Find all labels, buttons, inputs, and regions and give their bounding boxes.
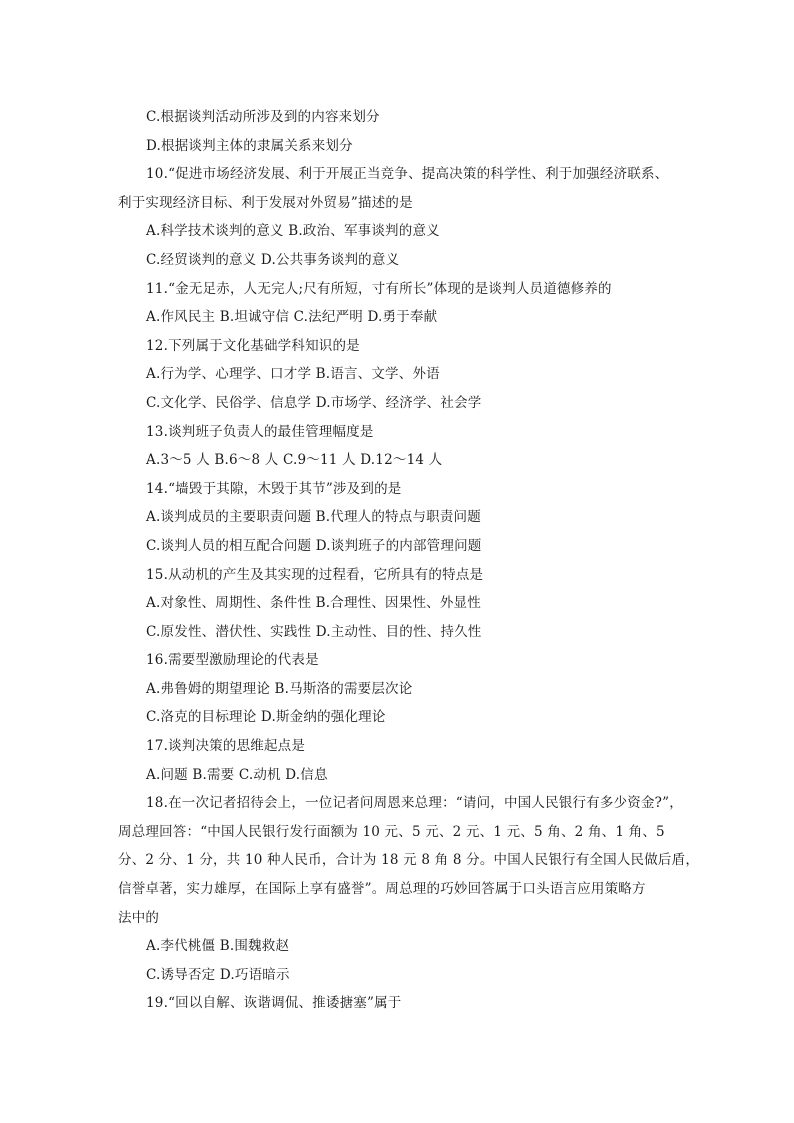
question-text: 11.“金无足赤，人无完人;尺有所短，寸有所长”体现的是谈判人员道德修养的 — [146, 280, 612, 297]
answer-options: A.李代桃僵 B.围魏救赵 — [146, 938, 290, 955]
question-list — [118, 103, 700, 1018]
answer-options: C.文化学、民俗学、信息学 D.市场学、经济学、社会学 — [146, 394, 482, 411]
answer-options: C.诱导否定 D.巧语暗示 — [146, 966, 290, 983]
answer-options: A.作风民主 B.坦诚守信 C.法纪严明 D.勇于奉献 — [146, 309, 438, 326]
question-text: 12.下列属于文化基础学科知识的是 — [146, 337, 360, 354]
answer-options: A.行为学、心理学、口才学 B.语言、文学、外语 — [146, 366, 440, 383]
question-text-continued: 信誉卓著，实力雄厚，在国际上享有盛誉”。周总理的巧妙回答属于口头语言应用策略方 — [118, 881, 646, 898]
question-text-continued: 利于实现经济目标、利于发展对外贸易”描述的是 — [118, 194, 413, 211]
answer-options: A.3～5 人 B.6～8 人 C.9～11 人 D.12～14 人 — [146, 452, 443, 469]
answer-options: D.根据谈判主体的隶属关系来划分 — [146, 137, 353, 154]
answer-options: A.问题 B.需要 C.动机 D.信息 — [146, 766, 328, 783]
question-text: 14.“墙毁于其隙，木毁于其节”涉及到的是 — [146, 480, 402, 497]
question-text-continued: 分、2 分、1 分，共 10 种人民币，合计为 18 元 8 角 8 分。中国人民银行有全国人民做后盾， — [118, 852, 700, 869]
answer-options: A.科学技术谈判的意义 B.政治、军事谈判的意义 — [146, 223, 440, 240]
question-text: 10.“促进市场经济发展、利于开展正当竞争、提高决策的科学性、利于加强经济联系、 — [146, 166, 669, 183]
answer-options: C.谈判人员的相互配合问题 D.谈判班子的内部管理问题 — [146, 537, 482, 554]
question-text: 13.谈判班子负责人的最佳管理幅度是 — [146, 423, 374, 440]
question-text: 19.“回以自解、诙谐调侃、推诿搪塞”属于 — [146, 995, 402, 1012]
question-text: 18.在一次记者招待会上，一位记者问周恩来总理：“请问，中国人民银行有多少资金?”， — [146, 795, 683, 812]
answer-options: C.原发性、潜伏性、实践性 D.主动性、目的性、持久性 — [146, 623, 482, 640]
answer-options: C.洛克的目标理论 D.斯金纳的强化理论 — [146, 709, 386, 726]
question-text: 17.谈判决策的思维起点是 — [146, 738, 306, 755]
answer-options: A.对象性、周期性、条件性 B.合理性、因果性、外显性 — [146, 595, 481, 612]
answer-options: A.弗鲁姆的期望理论 B.马斯洛的需要层次论 — [146, 680, 413, 697]
question-text-continued: 周总理回答：“中国人民银行发行面额为 10 元、5 元、2 元、1 元、5 角、2 角、1 角、5 — [118, 823, 665, 840]
answer-options: C.根据谈判活动所涉及到的内容来划分 — [146, 109, 380, 125]
question-text: 15.从动机的产生及其实现的过程看，它所具有的特点是 — [146, 566, 484, 583]
answer-options: C.经贸谈判的意义 D.公共事务谈判的意义 — [146, 251, 400, 268]
answer-options: A.谈判成员的主要职责问题 B.代理人的特点与职责问题 — [146, 509, 481, 526]
question-text-continued: 法中的 — [118, 909, 160, 926]
question-text: 16.需要型激励理论的代表是 — [146, 652, 319, 669]
